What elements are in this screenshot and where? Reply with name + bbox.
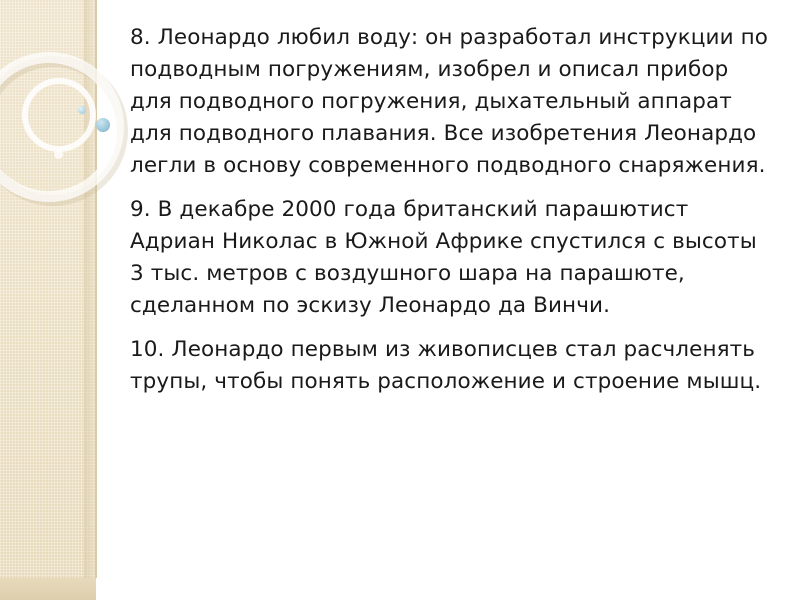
bottom-bar	[0, 578, 800, 600]
decorative-dot-pale-icon	[54, 150, 63, 159]
slide-content	[130, 22, 770, 562]
paragraph-item-8: 8. Леонардо любил воду: он разработал инструкции по подводным погружениям, изобрел и описал прибор для подводного погружения, дыхательный аппарат для подводного плавания. Все изобретения Леонардо легли в основу современного подводного снаряжения.	[130, 25, 769, 178]
bottom-bar-left-accent	[0, 578, 96, 600]
decorative-dot-blue-small-icon	[78, 106, 86, 114]
decorative-ring-small-icon	[22, 78, 96, 152]
paragraph-item-9: 9. В декабре 2000 года британский парашютист Адриан Николас в Южной Африке спустился с высоты 3 тыс. метров с воздушного шара на парашюте, сделанном по эскизу Леонардо да Винчи.	[130, 197, 757, 318]
decorative-dot-blue-big-icon	[96, 118, 110, 132]
paragraph-item-10: 10. Леонардо первым из живописцев стал расчленять трупы, чтобы понять расположение и строение мышц.	[130, 337, 762, 394]
